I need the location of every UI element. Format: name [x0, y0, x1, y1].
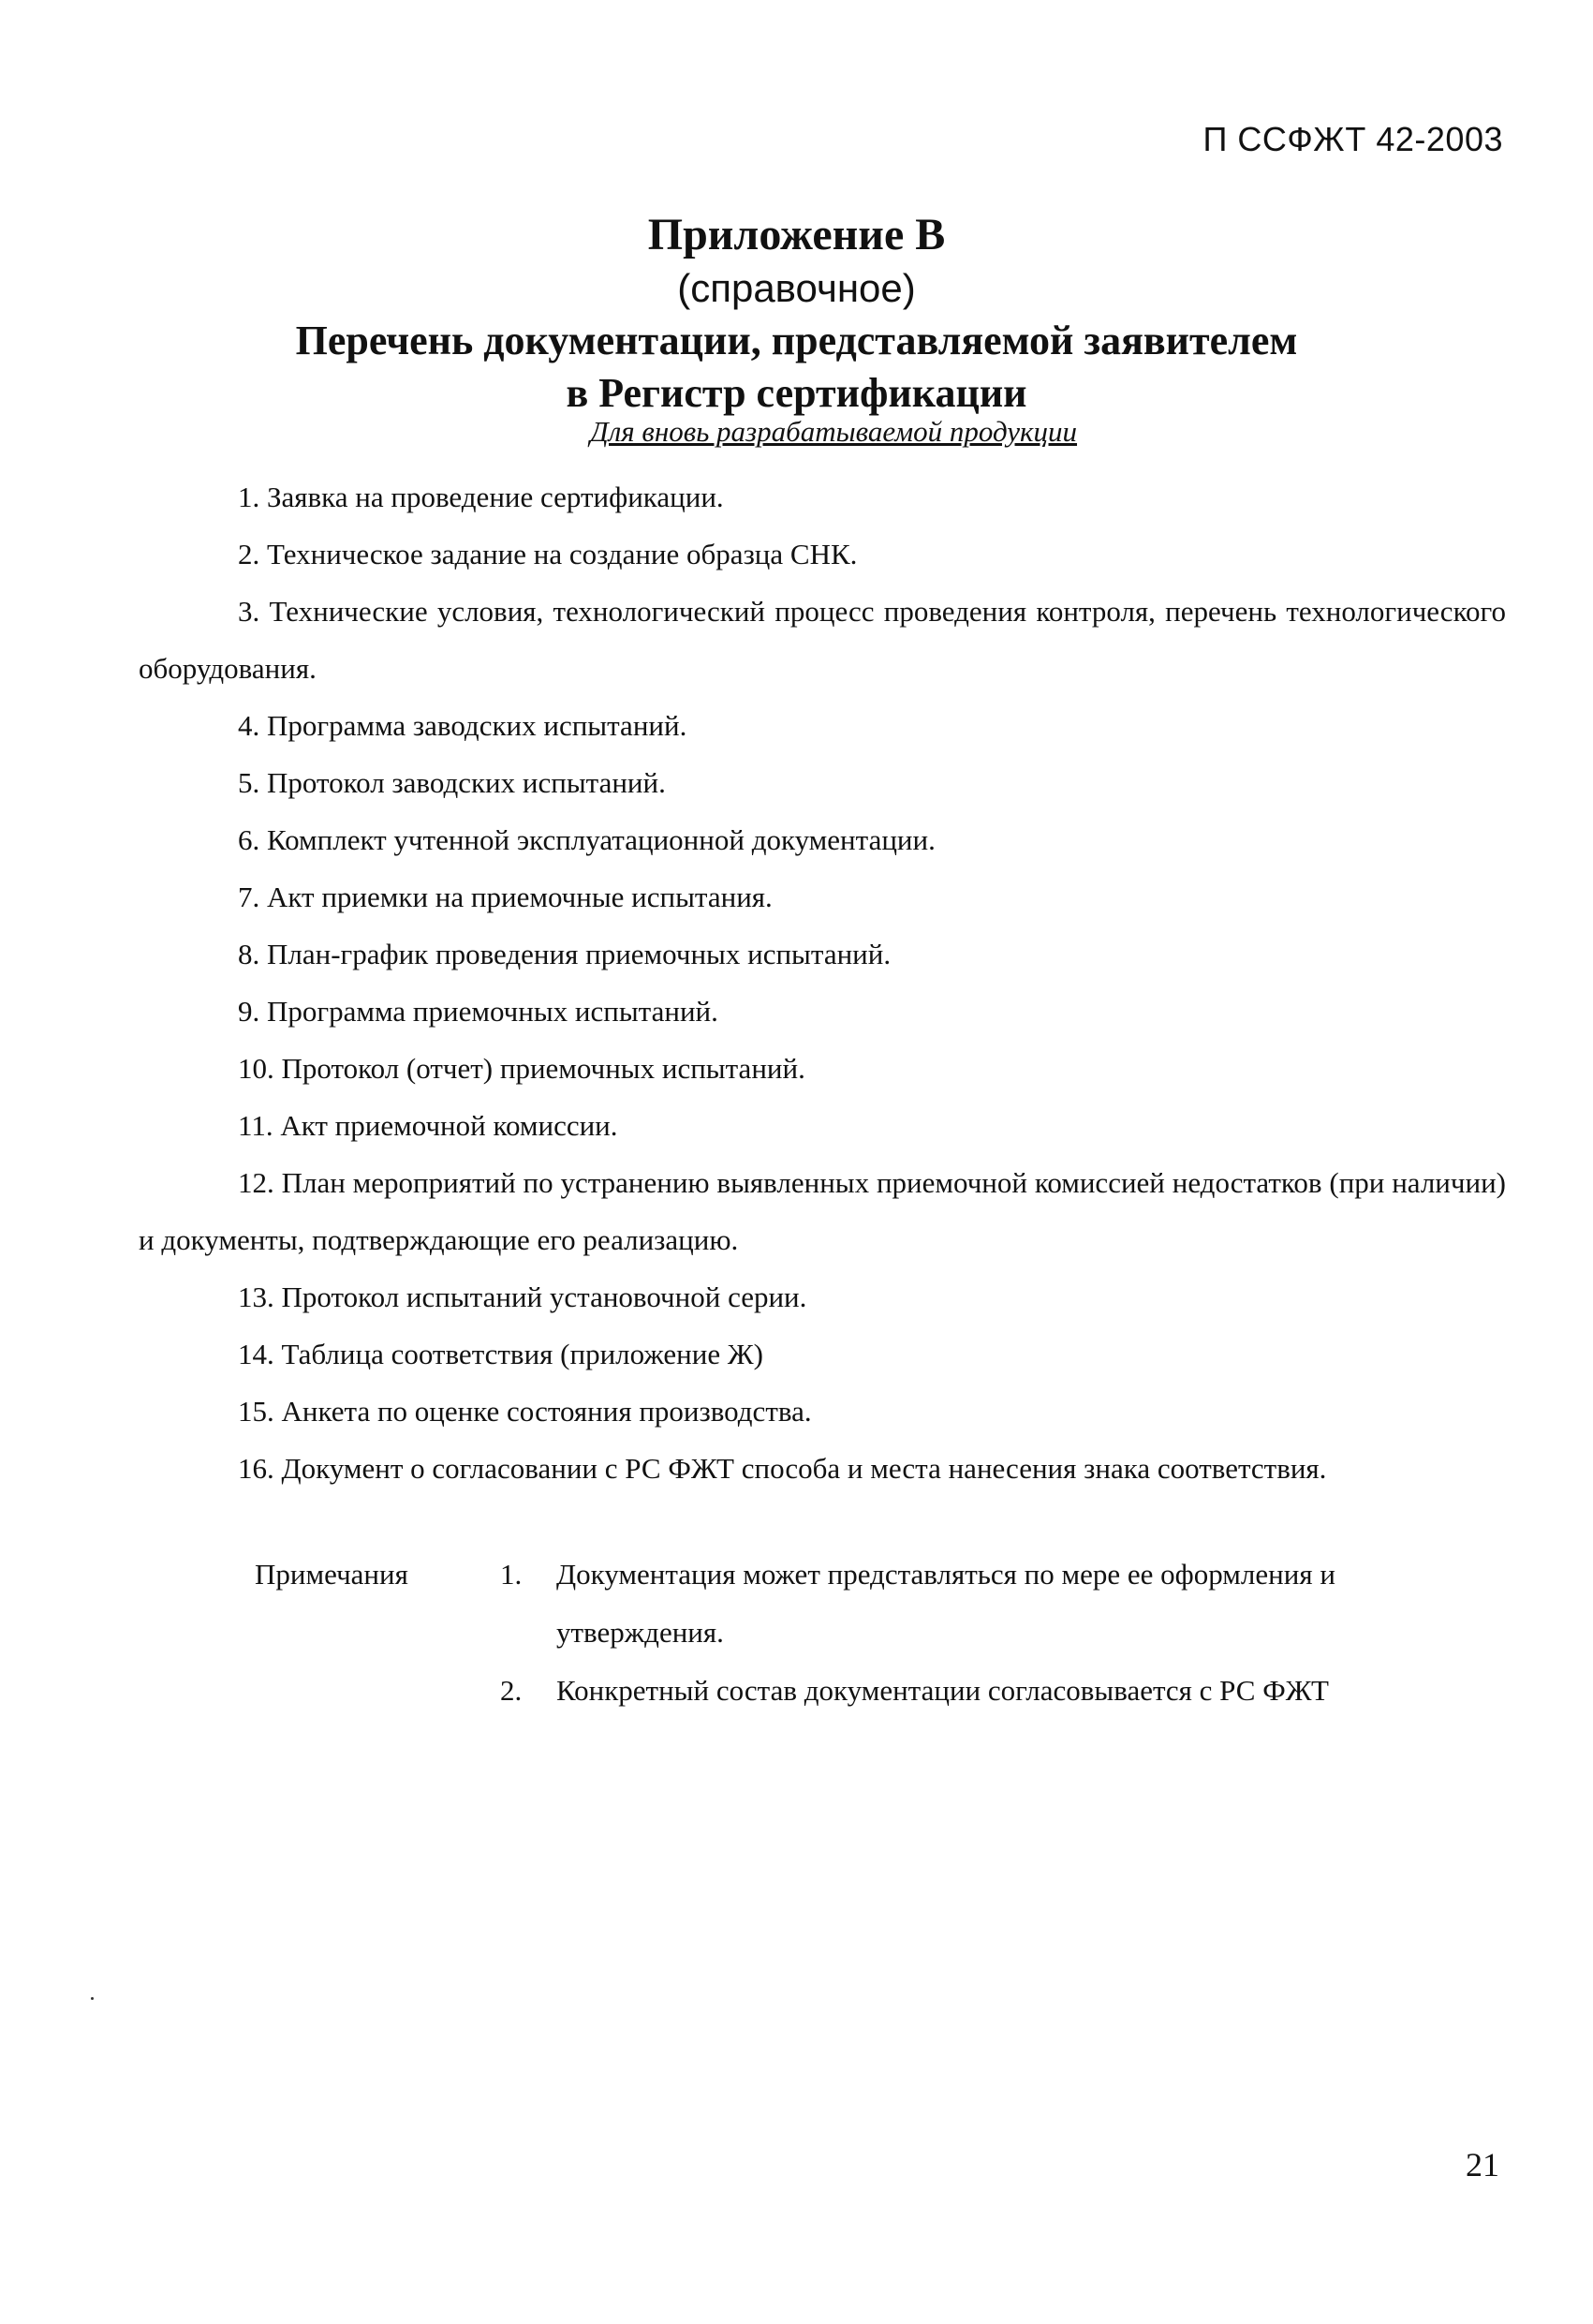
- note-text: Документация может представляться по мере ее оформления и утверждения.: [556, 1558, 1335, 1649]
- list-item: 3. Технические условия, технологический процесс проведения контроля, перечень технологического оборудования.: [139, 595, 1506, 685]
- list-item: 9. Программа приемочных испытаний.: [238, 995, 718, 1028]
- note-number: 1.: [500, 1558, 523, 1591]
- note-number: 2.: [500, 1674, 523, 1707]
- list-title-line-2: в Регистр сертификации: [566, 370, 1027, 416]
- list-item: 5. Протокол заводских испытаний.: [238, 766, 666, 799]
- list-item: 8. План-график проведения приемочных испытаний.: [238, 938, 892, 970]
- notes-label: Примечания: [255, 1558, 408, 1591]
- list-item: 14. Таблица соответствия (приложение Ж): [238, 1338, 763, 1370]
- subtitle: Для вновь разрабатываемой продукции: [590, 415, 1078, 448]
- list-item: 10. Протокол (отчет) приемочных испытаний.: [238, 1052, 805, 1085]
- list-title-line-1: Перечень документации, представляемой заявителем: [295, 318, 1298, 363]
- appendix-heading: [0, 208, 1593, 420]
- list-item: 11. Акт приемочной комиссии.: [238, 1109, 618, 1142]
- list-item: 16. Документ о согласовании с РС ФЖТ способа и места нанесения знака соответствия.: [238, 1452, 1327, 1485]
- documentation-list: [139, 468, 1506, 1497]
- list-item: 2. Техническое задание на создание образца СНК.: [238, 538, 858, 570]
- scan-speck: [91, 1997, 94, 2000]
- list-item: 4. Программа заводских испытаний.: [238, 709, 687, 742]
- page-number: 21: [1466, 2146, 1499, 2183]
- list-item: 1. Заявка на проведение сертификации.: [238, 481, 724, 513]
- note-row: [255, 1546, 1491, 1662]
- list-item: 15. Анкета по оценке состояния производства.: [238, 1395, 812, 1428]
- list-item: 6. Комплект учтенной эксплуатационной документации.: [238, 823, 936, 856]
- notes-section: [255, 1546, 1491, 1720]
- note-text: Конкретный состав документации согласовывается с РС ФЖТ: [556, 1674, 1329, 1707]
- appendix-title: Приложение В: [647, 210, 946, 259]
- list-item: 7. Акт приемки на приемочные испытания.: [238, 881, 773, 913]
- list-item: 12. План мероприятий по устранению выявленных приемочной комиссией недостатков (при наличии) и документы, подтверждающие его реализацию.: [139, 1166, 1506, 1256]
- note-row: [255, 1662, 1491, 1720]
- notes-label-spacer: [255, 1662, 500, 1720]
- appendix-kind: (справочное): [677, 266, 916, 310]
- document-code: П ССФЖТ 42-2003: [1202, 120, 1503, 158]
- list-item: 13. Протокол испытаний установочной серии.: [238, 1280, 807, 1313]
